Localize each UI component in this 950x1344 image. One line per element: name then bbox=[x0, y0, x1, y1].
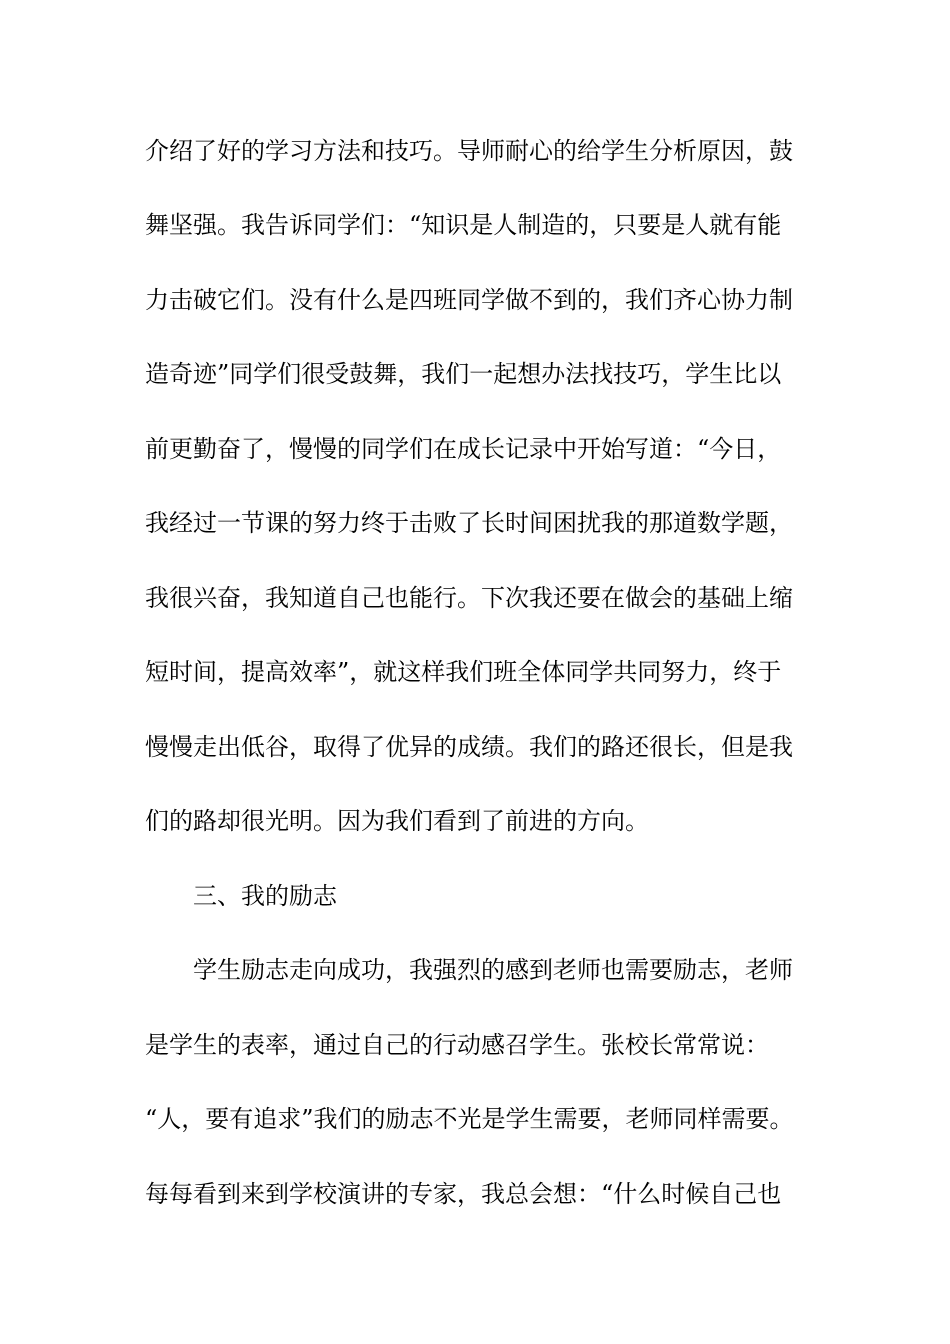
text-line: 前更勤奋了，慢慢的同学们在成长记录中开始写道：“今日， bbox=[145, 435, 782, 463]
section-heading: 三、我的励志 bbox=[193, 882, 337, 910]
text-line: 我经过一节课的努力终于击败了长时间困扰我的那道数学题， bbox=[145, 509, 793, 537]
text-line: 每每看到来到学校演讲的专家，我总会想：“什么时候自己也 bbox=[145, 1180, 782, 1208]
text-line: 介绍了好的学习方法和技巧。导师耐心的给学生分析原因，鼓 bbox=[145, 137, 793, 165]
text-line: 力击破它们。没有什么是四班同学做不到的，我们齐心协力制 bbox=[145, 286, 793, 314]
text-line: “人，要有追求”我们的励志不光是学生需要，老师同样需要。 bbox=[145, 1105, 794, 1133]
text-line: 我很兴奋，我知道自己也能行。下次我还要在做会的基础上缩 bbox=[145, 584, 793, 612]
text-line: 们的路却很光明。因为我们看到了前进的方向。 bbox=[145, 807, 649, 835]
text-line: 舞坚强。我告诉同学们：“知识是人制造的，只要是人就有能 bbox=[145, 211, 782, 239]
text-line: 学生励志走向成功，我强烈的感到老师也需要励志，老师 bbox=[193, 956, 793, 984]
text-line: 造奇迹”同学们很受鼓舞，我们一起想办法找技巧，学生比以 bbox=[145, 360, 782, 388]
text-line: 是学生的表率，通过自己的行动感召学生。张校长常常说： bbox=[145, 1031, 769, 1059]
text-line: 短时间，提高效率”，就这样我们班全体同学共同努力，终于 bbox=[145, 658, 782, 686]
text-line: 慢慢走出低谷，取得了优异的成绩。我们的路还很长，但是我 bbox=[145, 733, 793, 761]
